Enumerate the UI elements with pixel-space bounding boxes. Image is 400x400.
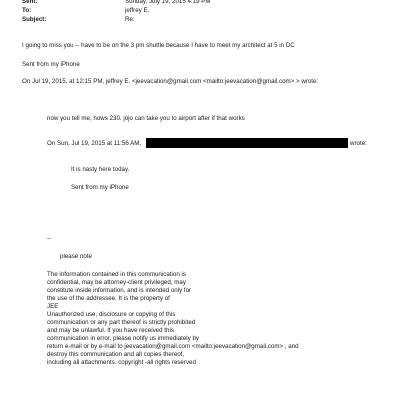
sent-value: Sunday, July 19, 2015 4:19 PM xyxy=(125,0,211,5)
redaction-bar xyxy=(146,138,348,148)
sent-label: Sent: xyxy=(22,0,38,5)
to-value: jeffrey E. xyxy=(125,7,150,14)
quote2-text: It is nasty here today. xyxy=(71,166,130,173)
quote2-attribution-end: wrote: xyxy=(350,140,367,147)
reply-text: I going to miss you -- have to be on the 3 pm shuttle because I have to meet my architect at 5 in DC xyxy=(22,42,295,49)
quote2-attribution-start: On Sun, Jul 19, 2015 at 11:56 AM, xyxy=(47,140,142,147)
confidentiality-disclaimer: The information contained in this communication is confidential, may be attorney-client privileged, may constitute inside information, and is intended only for the use of the addressee. It is the property of JEE Unauthorized use, disclosure or copying of this communication or any part thereof is strictly prohibited and may be unlawful. If you have received this communication in error, please notify us immediately by return e-mail or by e-mail to jeevacation@gmail.com <mailto:jeevacation@gmail.com> , and destroy this communication and all copies thereof, including all attachments. copyright -all rights reserved xyxy=(47,271,299,366)
subject-label: Subject: xyxy=(22,16,47,23)
to-label: To: xyxy=(22,7,32,14)
note-heading: please note xyxy=(60,253,92,260)
subject-value: Re: xyxy=(125,16,135,23)
reply-signature: Sent from my iPhone xyxy=(22,61,80,68)
quote2-signature: Sent from my iPhone xyxy=(71,184,129,191)
signature-separator: -- xyxy=(47,235,52,242)
quote1-text: now you tell me, hows 230. jojo can take you to airport after if that works xyxy=(47,115,245,122)
quote1-attribution: On Jul 19, 2015, at 12:15 PM, jeffrey E. <jeevacation@gmail.com <mailto:jeevacation@gmail.com> > wrote: xyxy=(22,78,319,85)
